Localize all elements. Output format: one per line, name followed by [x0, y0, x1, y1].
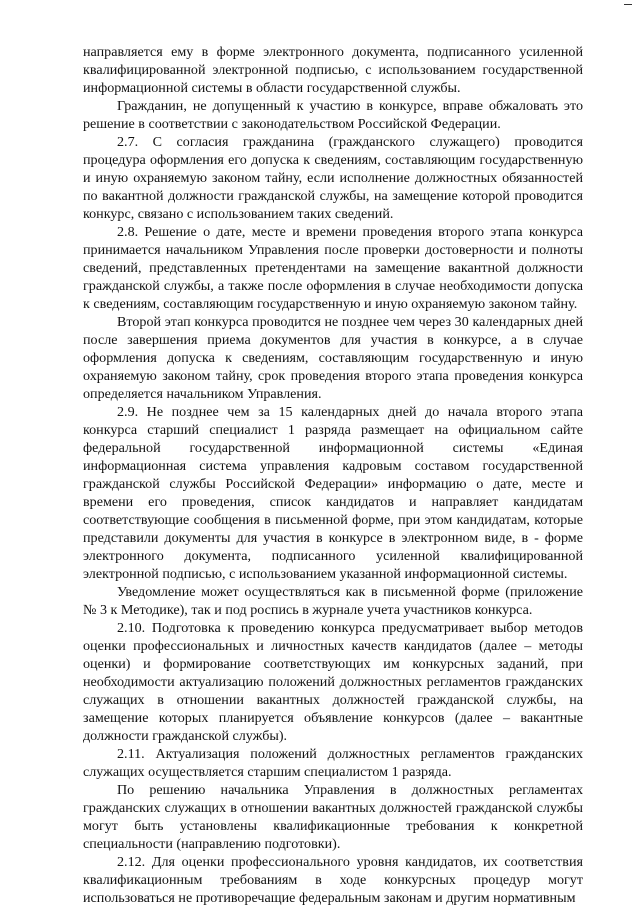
paragraph-2-11: 2.11. Актуализация положений должностных регламентов гражданских служащих осуществляется старшим специалистом 1 разряда. [83, 746, 583, 780]
paragraph-second-stage: Второй этап конкурса проводится не позднее чем через 30 календарных дней после завершения приема документов для участия в конкурсе, а в случае оформления допуска к сведениям, составляющим государственную и иную охраняемую законом тайну, срок проведения второго этапа проведения конкурса определяется начальником Управления. [83, 314, 583, 402]
paragraph-1: направляется ему в форме электронного документа, подписанного усиленной квалифицированной электронной подписью, с использованием государственной информационной системы в области государственной службы. [83, 44, 583, 96]
paragraph-decision: По решению начальника Управления в должностных регламентах гражданских служащих в отношении вакантных должностей гражданской службы могут быть установлены квалификационные требования к конкретной специальности (направлению подготовки). [83, 782, 583, 852]
paragraph-2-10: 2.10. Подготовка к проведению конкурса предусматривает выбор методов оценки профессиональных и личностных качеств кандидатов (далее – методы оценки) и формирование соответствующих им конкурсных заданий, при необходимости актуализацию положений должностных регламентов гражданских служащих в отношении вакантных должностей гражданской службы, на замещение которых планируется объявление конкурсов (далее – вакантные должности гражданской службы). [83, 620, 583, 744]
document-body [83, 43, 583, 907]
paragraph-2-8: 2.8. Решение о дате, месте и времени проведения второго этапа конкурса принимается начальником Управления после проверки достоверности и полноты сведений, представленных претендентами на замещение вакантной должности гражданской службы, а также после оформления в случае необходимости допуска к сведениям, составляющим государственную и иную охраняемую законом тайну. [83, 224, 583, 312]
paragraph-2: Гражданин, не допущенный к участию в конкурсе, вправе обжаловать это решение в соответствии с законодательством Российской Федерации. [83, 98, 583, 132]
paragraph-2-7: 2.7. С согласия гражданина (гражданского служащего) проводится процедура оформления его допуска к сведениям, составляющим государственную и иную охраняемую законом тайну, если исполнение должностных обязанностей по вакантной должности гражданской службы, на замещение которой проводится конкурс, связано с использованием таких сведений. [83, 134, 583, 222]
scan-mark [624, 4, 632, 5]
paragraph-2-12: 2.12. Для оценки профессионального уровня кандидатов, их соответствия квалификационным требованиям в ходе конкурсных процедур могут использоваться не противоречащие федеральным законам и другим нормативным [83, 854, 583, 906]
paragraph-notification: Уведомление может осуществляться как в письменной форме (приложение № 3 к Методике), так и под роспись в журнале учета участников конкурса. [83, 584, 583, 618]
paragraph-2-9: 2.9. Не позднее чем за 15 календарных дней до начала второго этапа конкурса старший специалист 1 разряда размещает на официальном сайте федеральной государственной информационной системы «Единая информационная система управления кадровым составом государственной гражданской службы Российской Федерации» информацию о дате, месте и времени его проведения, список кандидатов и направляет кандидатам соответствующие сообщения в письменной форме, при этом кандидатам, которые представили документы для участия в конкурсе в электронном виде, в - форме электронного документа, подписанного усиленной квалифицированной электронной подписью, с использованием указанной информационной системы. [83, 404, 583, 582]
